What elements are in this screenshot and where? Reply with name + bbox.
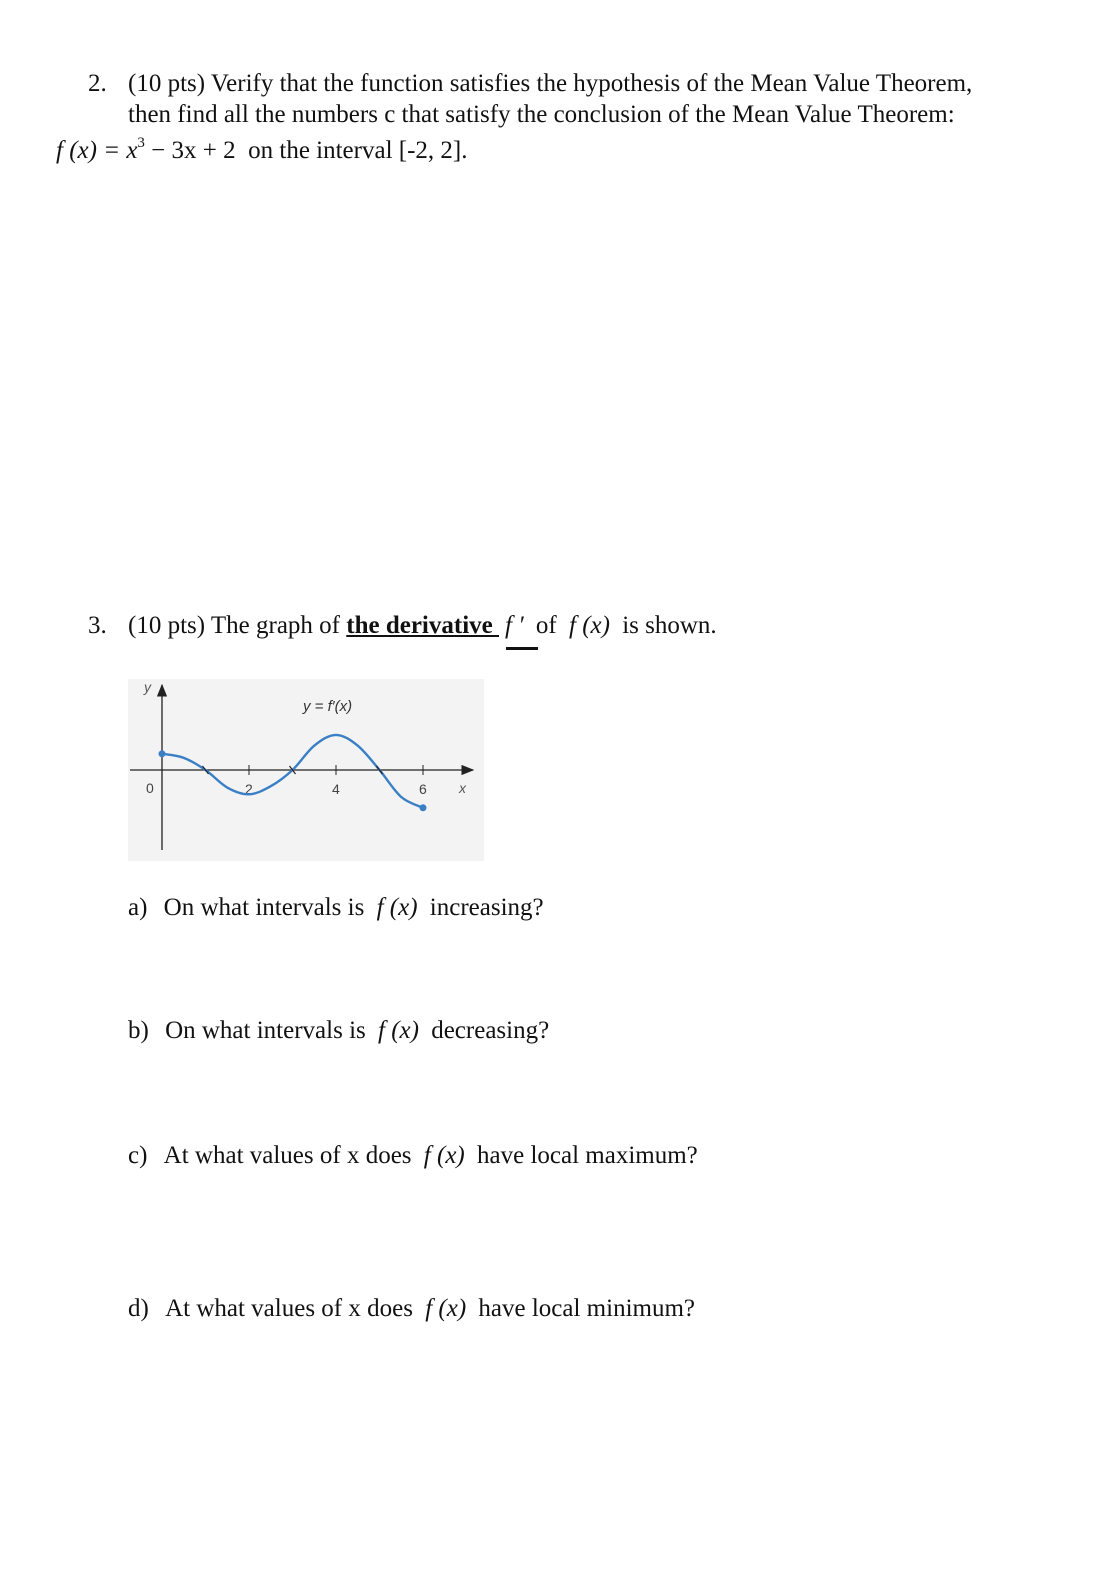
endpoint-dot-end bbox=[420, 804, 427, 811]
fprime-underline bbox=[506, 647, 538, 650]
part-d-label: d) bbox=[128, 1295, 149, 1322]
part-a-post: increasing? bbox=[429, 894, 544, 921]
problem-2-interval: on the interval [-2, 2]. bbox=[248, 137, 468, 164]
problem-2-formula-rest: − 3x + 2 bbox=[144, 137, 236, 164]
part-d-fx: f (x) bbox=[425, 1295, 467, 1322]
part-a-label: a) bbox=[128, 894, 148, 921]
problem-2-line2: then find all the numbers c that satisfy the conclusion of the Mean Value Theorem: bbox=[128, 101, 955, 128]
part-b-post: decreasing? bbox=[431, 1017, 550, 1044]
part-a-fx: f (x) bbox=[376, 894, 418, 921]
part-d-post: have local minimum? bbox=[478, 1295, 696, 1322]
part-c-fx: f (x) bbox=[423, 1142, 465, 1169]
problem-2-line1 bbox=[128, 70, 972, 98]
problem-3-number: 3. bbox=[88, 612, 107, 639]
problem-2-line1-text: Verify that the function satisfies the hypothesis of the Mean Value Theorem, bbox=[210, 70, 973, 97]
derivative-graph-svg bbox=[128, 679, 484, 861]
part-b bbox=[128, 1017, 549, 1045]
part-a bbox=[128, 894, 544, 922]
part-b-label: b) bbox=[128, 1017, 149, 1044]
chart-title: y = f′(x) bbox=[303, 698, 353, 715]
part-d-pre: At what values of x does bbox=[165, 1295, 413, 1322]
problem-3-intro-fx: f (x) bbox=[569, 612, 610, 639]
fprime-curve bbox=[162, 735, 423, 808]
x-tick-label-4: 4 bbox=[332, 781, 340, 797]
part-b-pre: On what intervals is bbox=[165, 1017, 366, 1044]
x-axis-label: x bbox=[459, 780, 466, 796]
problem-3-points: (10 pts) bbox=[128, 612, 206, 639]
problem-3-intro-of: of bbox=[535, 612, 557, 639]
part-d bbox=[128, 1295, 695, 1323]
problem-3-intro-fprime: f ′ bbox=[505, 612, 524, 639]
endpoint-dot-start bbox=[159, 750, 166, 757]
origin-label: 0 bbox=[146, 780, 154, 796]
part-a-pre: On what intervals is bbox=[163, 894, 365, 921]
problem-3-intro-bold: the derivative bbox=[346, 612, 499, 639]
problem-2-formula-line bbox=[56, 137, 468, 165]
x-tick-label-2: 2 bbox=[245, 781, 253, 797]
part-b-fx: f (x) bbox=[378, 1017, 419, 1044]
part-c-post: have local maximum? bbox=[477, 1142, 698, 1169]
part-c-label: c) bbox=[128, 1142, 148, 1169]
problem-2-number: 2. bbox=[88, 70, 107, 97]
derivative-graph bbox=[128, 679, 484, 861]
y-axis-label: y bbox=[144, 679, 151, 695]
problem-2-points: (10 pts) bbox=[128, 70, 206, 97]
problem-3-intro-post: is shown. bbox=[622, 612, 717, 639]
part-c-pre: At what values of x does bbox=[163, 1142, 412, 1169]
x-tick-label-6: 6 bbox=[419, 781, 427, 797]
part-c bbox=[128, 1142, 698, 1170]
problem-2-formula-exponent: 3 bbox=[137, 135, 145, 151]
problem-3-intro-pre: The graph of bbox=[210, 612, 341, 639]
problem-2-formula-lhs: f (x) = x bbox=[56, 137, 138, 164]
problem-3-intro bbox=[128, 612, 717, 640]
